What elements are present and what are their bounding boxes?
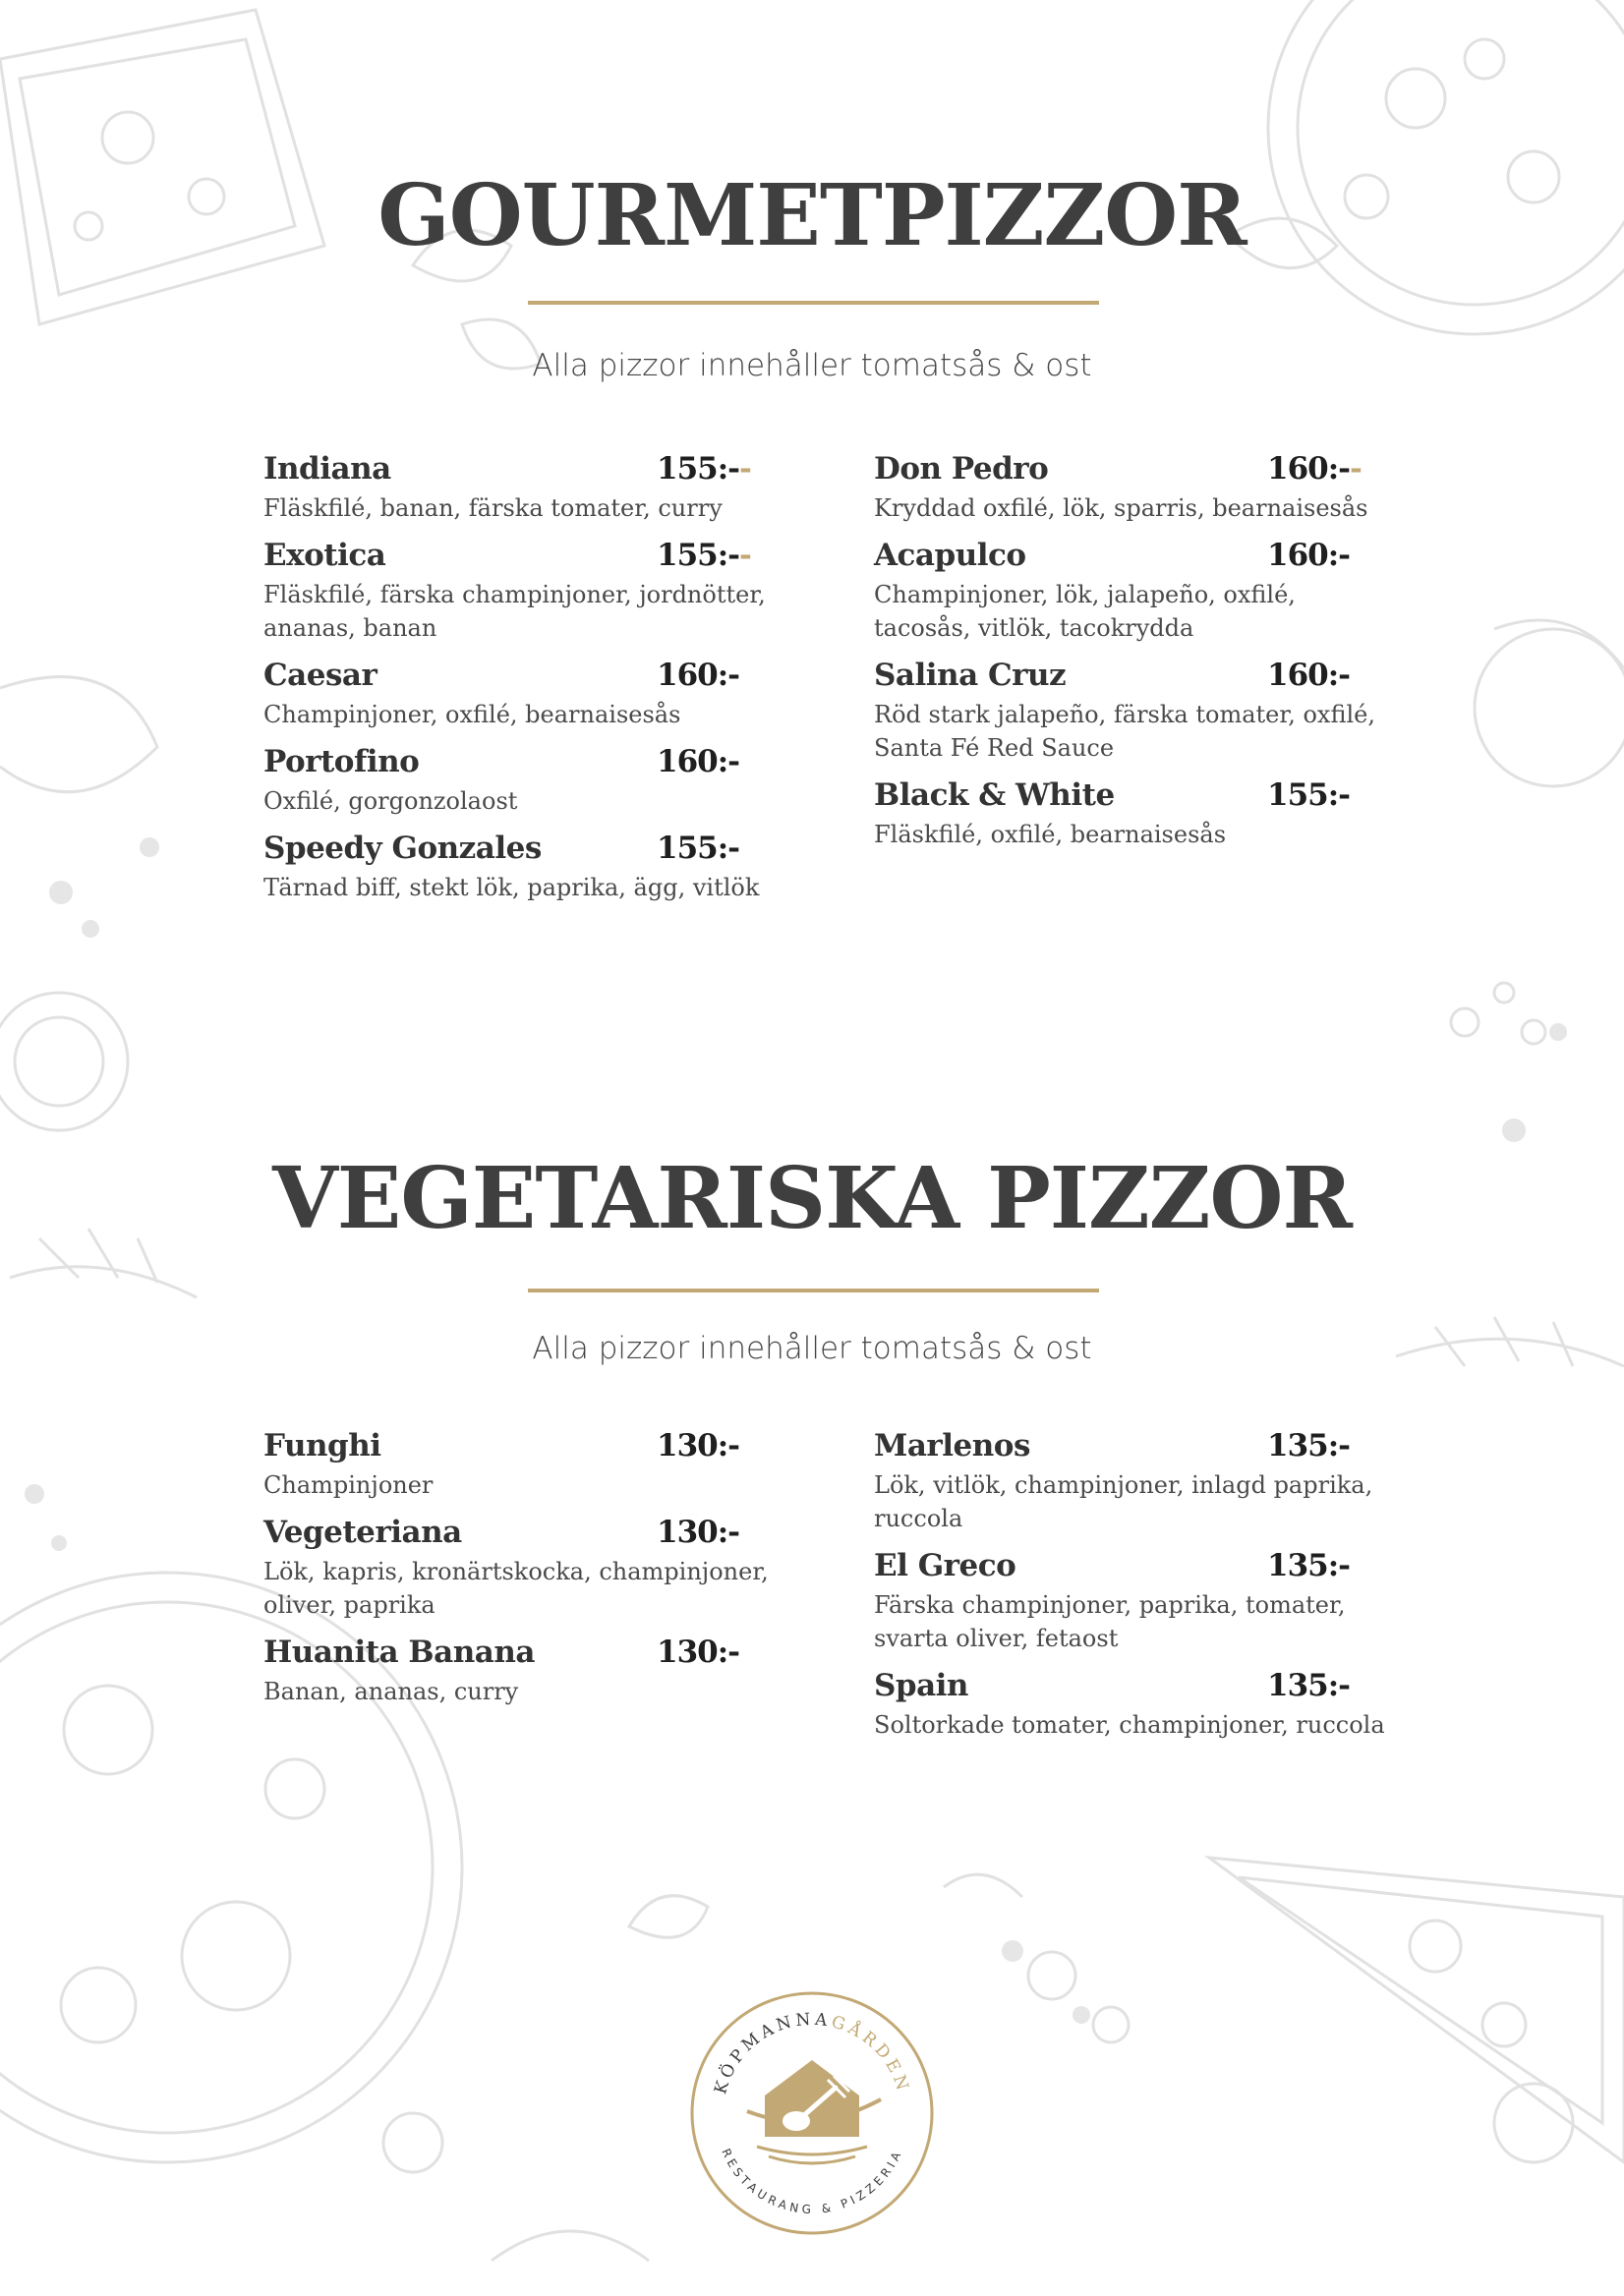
pizza-name: Marlenos — [874, 1428, 1030, 1464]
menu-column-left — [263, 1423, 775, 1716]
pizza-price — [1267, 533, 1350, 578]
pizza-ingredients: Röd stark jalapeño, färska tomater, oxfilé, Santa Fé Red Sauce — [874, 701, 1375, 762]
pizza-price-value: 135:- — [1267, 1428, 1351, 1464]
pizza-name: Exotica — [263, 538, 386, 573]
pizza-name: Vegeteriana — [263, 1515, 462, 1550]
pizza-price-value: 130:- — [657, 1515, 740, 1550]
pizza-ingredients: Banan, ananas, curry — [263, 1678, 519, 1705]
pizza-price-value: 135:- — [1267, 1548, 1351, 1583]
pizza-ingredients: Fläskfilé, banan, färska tomater, curry — [263, 494, 723, 522]
pizza-ingredients: Tärnad biff, stekt lök, paprika, ägg, vitlök — [263, 874, 760, 901]
pizza-price — [657, 533, 751, 578]
menu-item-header — [874, 1663, 1385, 1708]
menu-column-left — [263, 446, 775, 912]
logo-tagline: RESTAURANG & PIZZERIA — [719, 2146, 905, 2217]
menu-item-header — [263, 653, 775, 698]
pizza-name: Black & White — [874, 777, 1115, 813]
pizza-price — [657, 1423, 739, 1468]
pizza-price-tail: - — [739, 538, 751, 573]
pizza-ingredients: Champinjoner, oxfilé, bearnaisesås — [263, 701, 681, 728]
pizza-name: Huanita Banana — [263, 1635, 535, 1670]
menu-item-header — [874, 773, 1385, 818]
menu-item-header — [874, 1543, 1385, 1588]
pizza-name: Salina Cruz — [874, 658, 1067, 693]
menu-item — [874, 1543, 1385, 1655]
pizza-price — [657, 739, 739, 784]
pizza-ingredients: Färska champinjoner, paprika, tomater, svarta oliver, fetaost — [874, 1591, 1346, 1652]
svg-text:RESTAURANG & PIZZERIA — [719, 2147, 904, 2216]
menu-item — [263, 446, 775, 525]
pizza-price-value: 155:- — [1267, 777, 1351, 813]
menu-item — [874, 1423, 1385, 1535]
menu-item — [874, 653, 1385, 765]
pizza-price — [1267, 1543, 1350, 1588]
pizza-price-tail: - — [739, 451, 751, 487]
menu-item-header — [263, 1423, 775, 1468]
menu-item-header — [263, 739, 775, 784]
pizza-price-value: 155:- — [657, 831, 740, 866]
pizza-ingredients: Champinjoner, lök, jalapeño, oxfilé, tacosås, vitlök, tacokrydda — [874, 581, 1296, 642]
menu-item-header — [263, 533, 775, 578]
pizza-price-value: 135:- — [1267, 1668, 1351, 1703]
pizza-price-value: 160:- — [657, 658, 740, 693]
menu-item — [263, 533, 775, 645]
pizza-price — [1267, 1423, 1350, 1468]
pizza-ingredients: Oxfilé, gorgonzolaost — [263, 787, 518, 815]
menu-item-header — [263, 826, 775, 871]
pizza-name: Caesar — [263, 658, 377, 693]
section-subtitle: Alla pizzor innehåller tomatsås & ost — [532, 348, 1092, 383]
menu-item-header — [263, 446, 775, 491]
pizza-ingredients: Fläskfilé, oxfilé, bearnaisesås — [874, 821, 1227, 848]
menu-item-header — [263, 1630, 775, 1675]
menu-item — [263, 739, 775, 818]
menu-item — [263, 826, 775, 904]
menu-item — [874, 533, 1385, 645]
pizza-ingredients: Kryddad oxfilé, lök, sparris, bearnaisesås — [874, 494, 1368, 522]
pizza-ingredients: Lök, vitlök, champinjoner, inlagd paprika, ruccola — [874, 1471, 1373, 1532]
menu-item-header — [874, 533, 1385, 578]
menu-column-right — [874, 1423, 1385, 1750]
pizza-price — [657, 1510, 739, 1555]
section-title-gourmet: GOURMETPIZZOR — [377, 166, 1247, 265]
pizza-price — [657, 1630, 739, 1675]
pizza-name: Funghi — [263, 1428, 381, 1464]
menu-item-header — [874, 446, 1385, 491]
pizza-name: El Greco — [874, 1548, 1016, 1583]
pizza-name: Indiana — [263, 451, 391, 487]
pizza-price — [657, 653, 739, 698]
title-divider — [528, 1289, 1099, 1292]
pizza-name: Speedy Gonzales — [263, 831, 542, 866]
pizza-ingredients: Fläskfilé, färska champinjoner, jordnötter, ananas, banan — [263, 581, 766, 642]
restaurant-logo — [688, 1989, 936, 2237]
pizza-price-value: 160:- — [657, 744, 740, 779]
menu-column-right — [874, 446, 1385, 859]
pizza-price — [657, 826, 739, 871]
pizza-name: Don Pedro — [874, 451, 1049, 487]
pizza-name: Acapulco — [874, 538, 1026, 573]
menu-item-header — [263, 1510, 775, 1555]
pizza-price-value: 160:- — [1267, 658, 1351, 693]
pizza-price-value: 130:- — [657, 1428, 740, 1464]
menu-item — [263, 1423, 775, 1502]
menu-item — [874, 773, 1385, 851]
pizza-price — [1267, 653, 1350, 698]
menu-item — [263, 1510, 775, 1622]
pizza-price — [657, 446, 751, 491]
title-divider — [528, 301, 1099, 305]
pizza-ingredients: Champinjoner — [263, 1471, 434, 1499]
pizza-name: Portofino — [263, 744, 420, 779]
logo-brand-right: GÅRDEN — [829, 2012, 913, 2096]
logo-brand-left: KÖPMANNA — [711, 2009, 833, 2096]
pizza-price — [1267, 773, 1350, 818]
menu-item — [263, 653, 775, 731]
pizza-price-value: 160:- — [1267, 451, 1351, 487]
menu-item — [874, 446, 1385, 525]
section-subtitle: Alla pizzor innehåller tomatsås & ost — [532, 1331, 1092, 1366]
section-title-vegetarian: VEGETARISKA PIZZOR — [272, 1149, 1352, 1248]
pizza-price — [1267, 1663, 1350, 1708]
pizza-price — [1267, 446, 1362, 491]
menu-item-header — [874, 1423, 1385, 1468]
menu-item — [874, 1663, 1385, 1742]
menu-item-header — [874, 653, 1385, 698]
pizza-price-value: 155:- — [657, 451, 740, 487]
pizza-price-value: 160:- — [1267, 538, 1351, 573]
pizza-ingredients: Soltorkade tomater, champinjoner, ruccola — [874, 1711, 1385, 1739]
pizza-name: Spain — [874, 1668, 968, 1703]
pizza-price-tail: - — [1350, 451, 1362, 487]
menu-item — [263, 1630, 775, 1708]
pizza-ingredients: Lök, kapris, kronärtskocka, champinjoner, oliver, paprika — [263, 1558, 769, 1619]
pizza-price-value: 130:- — [657, 1635, 740, 1670]
pizza-price-value: 155:- — [657, 538, 740, 573]
house-fork-spoon-icon — [747, 2060, 881, 2163]
